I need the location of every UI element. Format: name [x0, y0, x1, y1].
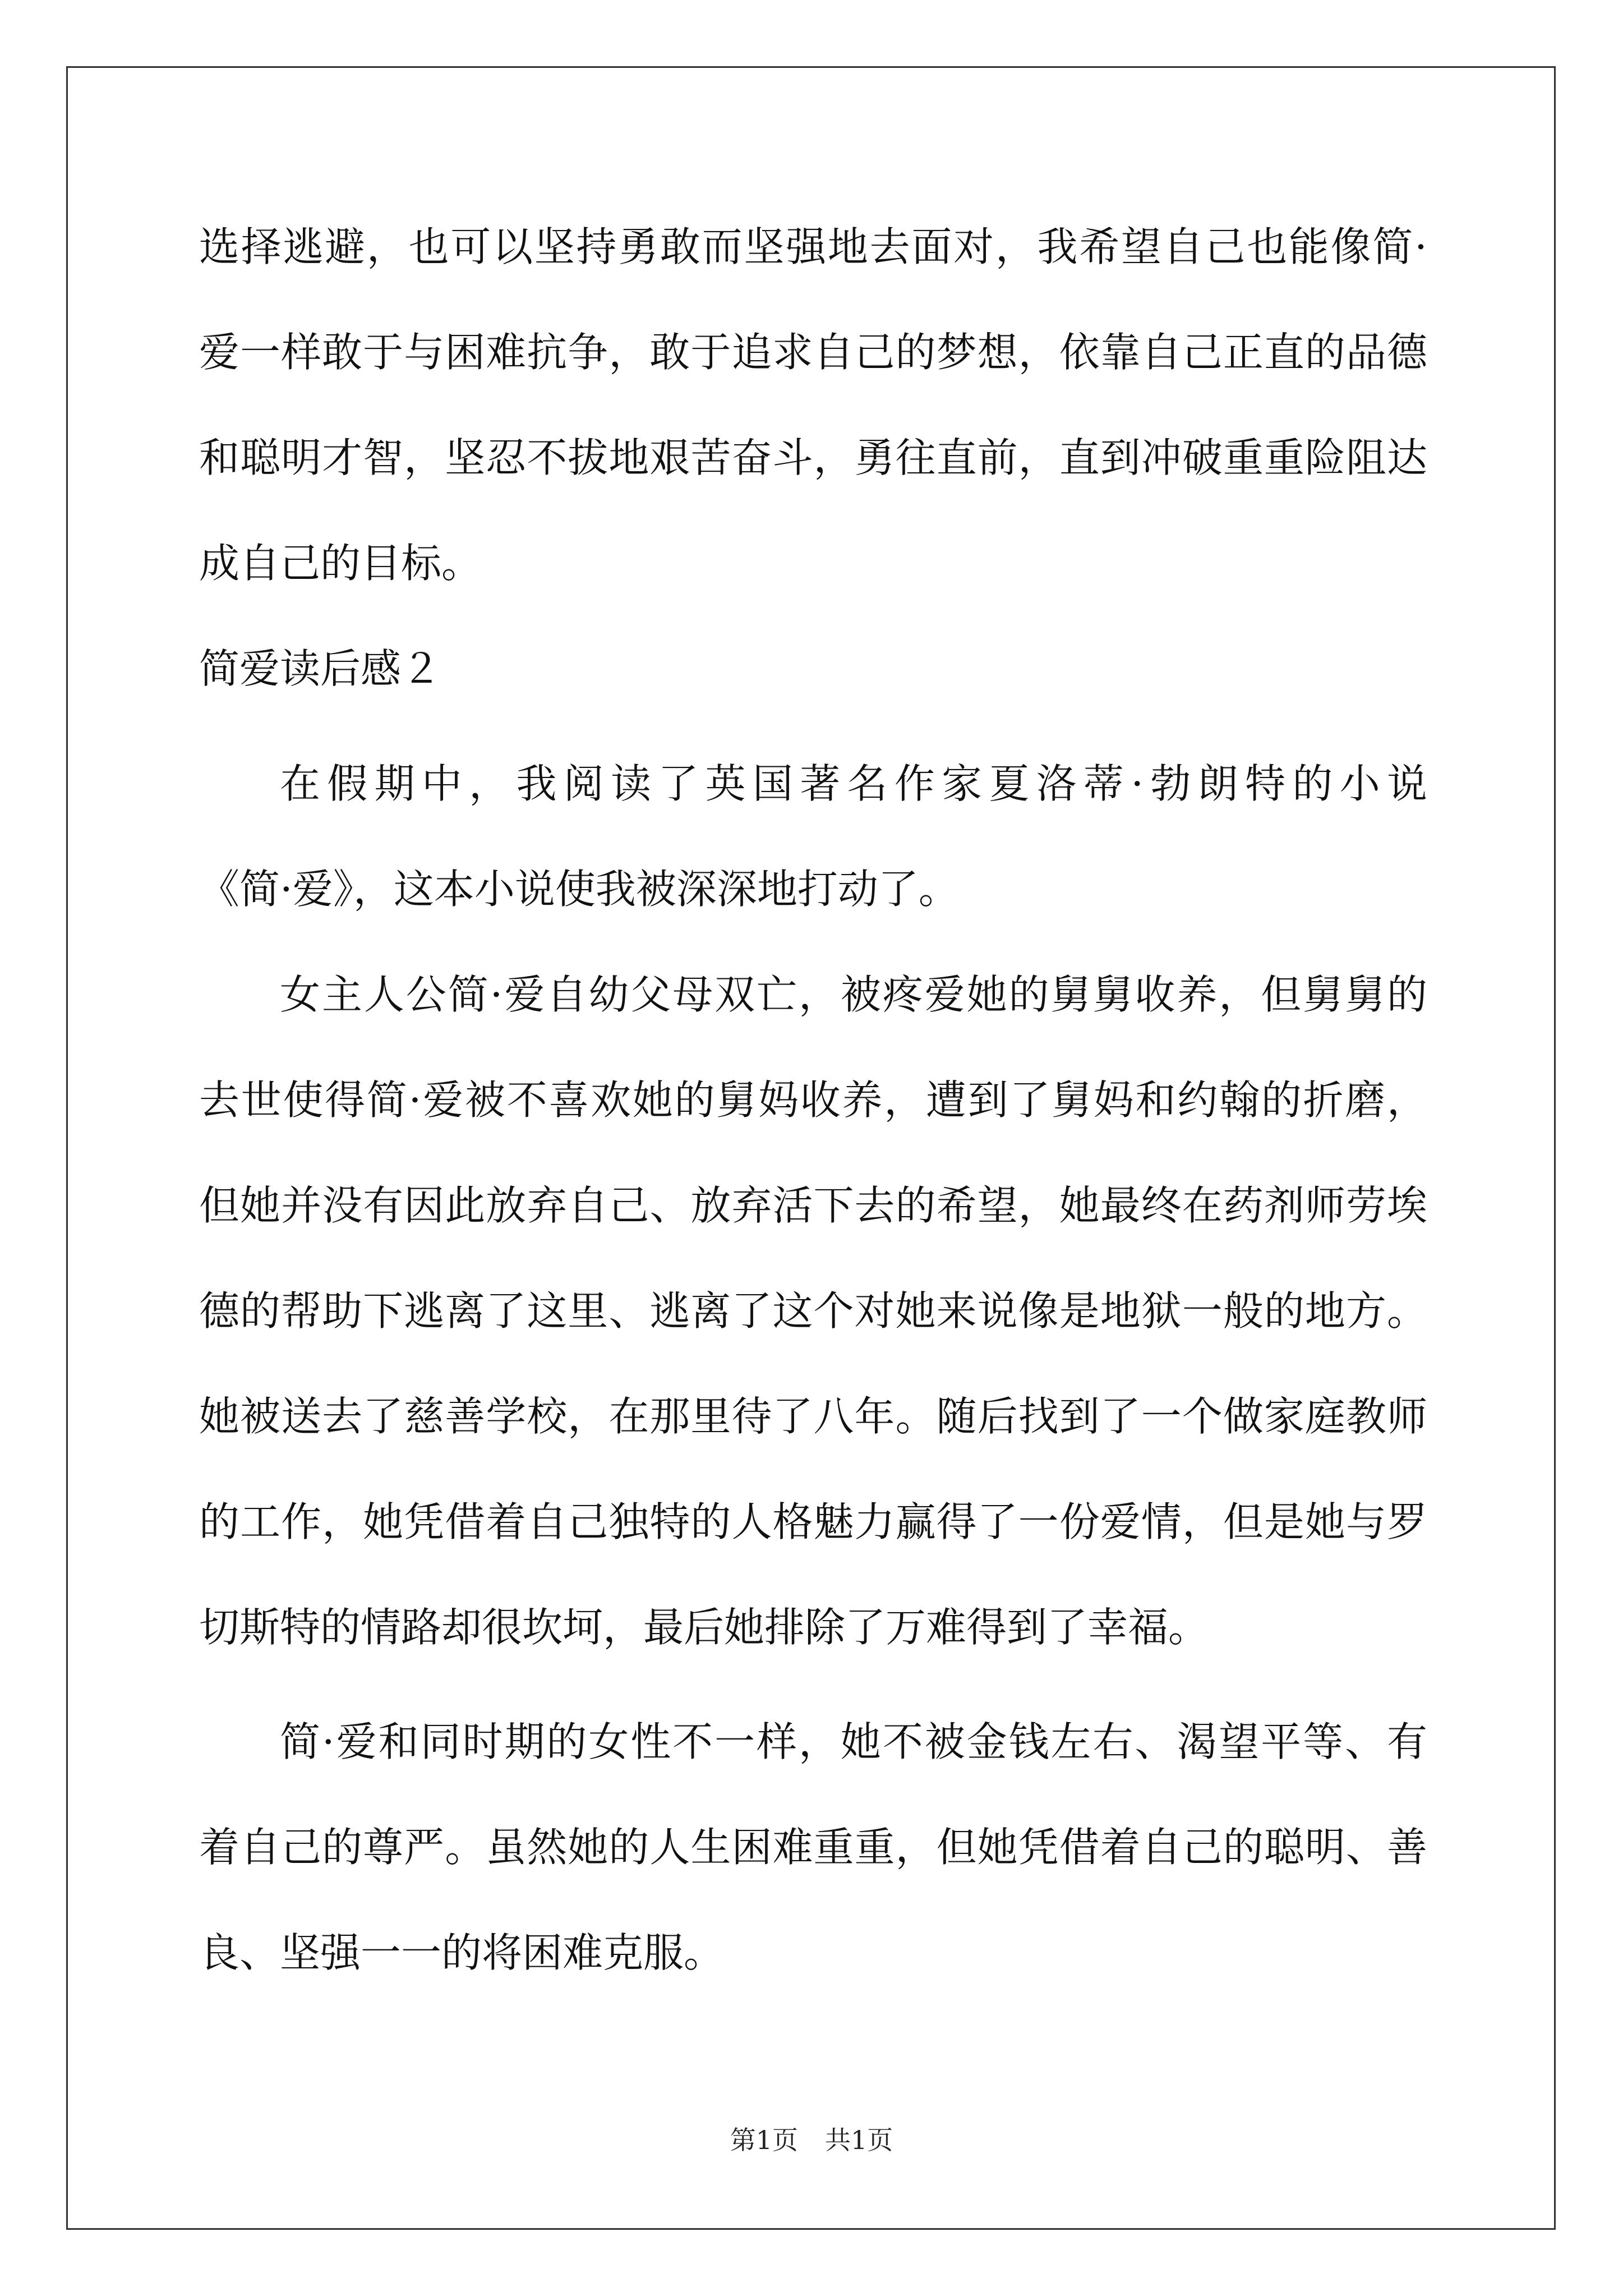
page-total: 共1页 [825, 2125, 893, 2155]
paragraph-line: 她被送去了慈善学校，在那里待了八年。随后找到了一个做家庭教师 [199, 1393, 1427, 1440]
paragraph-line: 女主人公简·爱自幼父母双亡，被疼爱她的舅舅收养，但舅舅的 [280, 971, 1427, 1018]
paragraph-line: 但她并没有因此放弃自己、放弃活下去的希望，她最终在药剂师劳埃 [199, 1182, 1427, 1229]
paragraph-line: 成自己的目标。 [199, 540, 482, 587]
paragraph-line: 爱一样敢于与困难抗争，敢于追求自己的梦想，依靠自己正直的品德 [199, 329, 1427, 376]
paragraph-line: 《简·爱》，这本小说使我被深深地打动了。 [199, 866, 959, 913]
paragraph-line: 着自己的尊严。虽然她的人生困难重重，但她凭借着自己的聪明、善 [199, 1824, 1427, 1871]
paragraph-line: 去世使得简·爱被不喜欢她的舅妈收养，遭到了舅妈和约翰的折磨， [199, 1076, 1427, 1124]
paragraph-line: 选择逃避，也可以坚持勇敢而坚强地去面对，我希望自己也能像简· [199, 223, 1427, 270]
paragraph-line: 切斯特的情路却很坎坷，最后她排除了万难得到了幸福。 [199, 1604, 1209, 1651]
paragraph-line: 德的帮助下逃离了这里、逃离了这个对她来说像是地狱一般的地方。 [199, 1287, 1427, 1335]
paragraph-line: 的工作，她凭借着自己独特的人格魅力赢得了一份爱情，但是她与罗 [199, 1498, 1427, 1545]
paragraph-line: 良、坚强一一的将困难克服。 [199, 1929, 725, 1976]
paragraph-line: 简·爱和同时期的女性不一样，她不被金钱左右、渴望平等、有 [280, 1718, 1427, 1765]
paragraph-line: 和聪明才智，坚忍不拔地艰苦奋斗，勇往直前，直到冲破重重险阻达 [199, 434, 1427, 481]
paragraph-line: 在假期中，我阅读了英国著名作家夏洛蒂·勃朗特的小说 [280, 760, 1427, 807]
page-number: 第1页 [730, 2125, 798, 2155]
section-heading: 简爱读后感２ [199, 645, 442, 692]
page-border [66, 66, 1556, 2230]
page-footer [0, 2123, 1623, 2157]
